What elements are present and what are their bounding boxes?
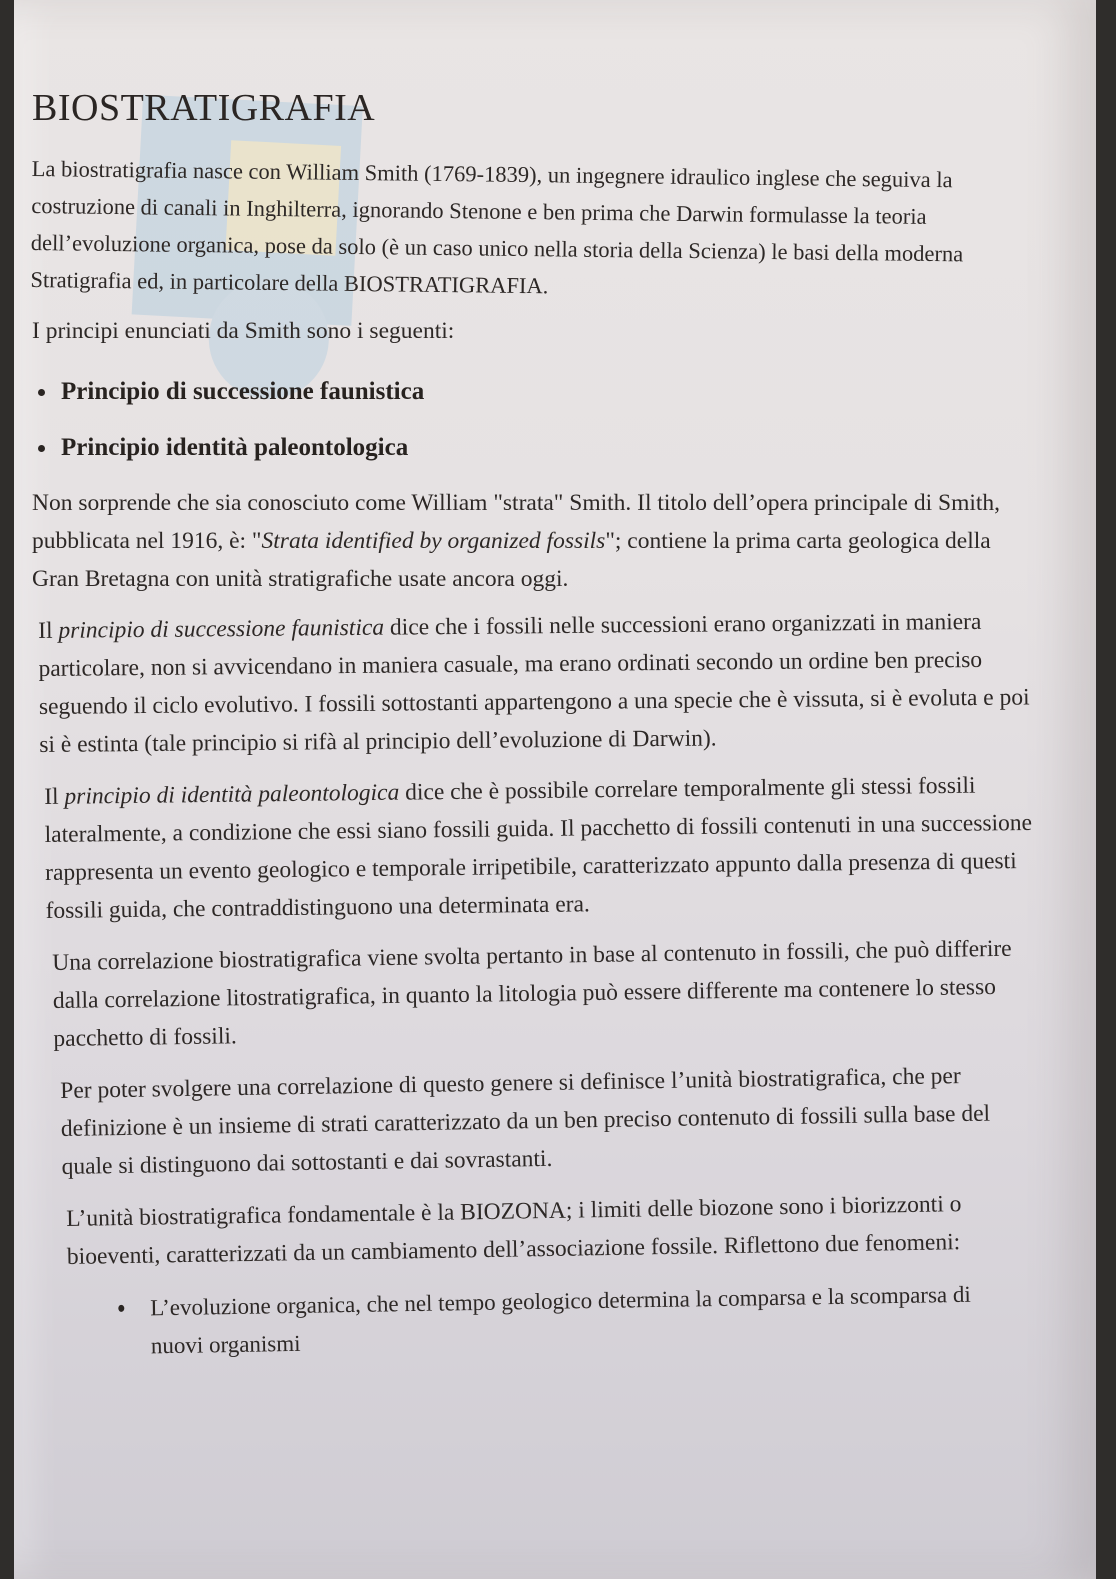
principles-lead: I principi enunciati da Smith sono i seguenti:: [32, 318, 455, 344]
bullet-icon: [118, 1305, 124, 1312]
list-item: [32, 420, 1042, 476]
smith-text-after: "; contiene la prima carta geologica della Gran Bretagna con unità stratigrafiche usate ancora oggi.: [32, 528, 991, 592]
intro-paragraph: La biostratigrafia nasce con William Smith (1769-1839), un ingegnere idraulico inglese che seguiva la costruzione di canali in Inghilterra, ignorando Stenone e ben prima che Darwin formulasse la teoria dell’evoluzione organica, pose da solo (è un caso unico nella storia della Scienza) le basi della moderna Stratigrafia ed, in particolare della BIOSTRATIGRAFIA.: [30, 155, 964, 299]
phenomenon-text: L’evoluzione organica, che nel tempo geologico determina la comparsa e la scomparsa di nuovi organismi: [149, 1281, 971, 1359]
correlation-paragraph: Una correlazione biostratigrafica viene svolta pertanto in base al contenuto in fossili, che può differire dalla correlazione litostratigrafica, in quanto la litologia può essere differente ma contenere lo stesso pacchetto di fossili.: [52, 935, 1012, 1052]
principle-label: Principio identità paleontologica: [61, 434, 409, 461]
phenomena-list: [112, 1275, 1043, 1366]
identity-text: dice che è possibile correlare temporalmente gli stessi fossili lateralmente, a condizione che essi siano fossili guida. Il pacchetto di fossili contenuti in una successione rappresenta un evento geologico e temporale irripetibile, caratterizzato appunto dalla presenza di questi fossili guida, che contraddistinguono una determinata era.: [44, 772, 1033, 924]
identity-term: principio di identità paleontologica: [64, 779, 400, 810]
smith-work-title: Strata identified by organized fossils: [261, 528, 606, 554]
succession-text: dice che i fossili nelle successioni erano organizzati in maniera particolare, non si avvicendano in maniera casuale, ma erano ordinati secondo un ordine ben preciso seguendo il ciclo evolutivo. I fossili sottostanti appartengono a una specie che è vissuta, si è evoluta e poi si è estinta (tale principio si rifà al principio dell’evoluzione di Darwin).: [38, 608, 1030, 758]
bullet-icon: [38, 389, 45, 396]
page-title: BIOSTRATIGRAFIA: [32, 87, 376, 129]
unit-paragraph: Per poter svolgere una correlazione di questo genere si definisce l’unità biostratigrafica, che per definizione è un insieme di strati caratterizzato da un ben preciso contenuto di fossili sulla base del quale si distinguono dai sottostanti e dai sovrastanti.: [60, 1063, 991, 1180]
succession-prefix: Il: [38, 617, 59, 644]
bullet-icon: [38, 445, 45, 452]
identity-prefix: Il: [44, 783, 65, 810]
document-page: [14, 0, 1096, 1579]
list-item: [32, 364, 1042, 420]
principles-list: [32, 364, 1042, 476]
principle-label: Principio di successione faunistica: [61, 378, 425, 405]
document-body: [32, 86, 1042, 1366]
list-item: [112, 1276, 973, 1366]
succession-paragraph: [38, 602, 1043, 764]
identity-paragraph: [44, 766, 1044, 930]
succession-term: principio di successione faunistica: [58, 614, 385, 644]
biozone-paragraph: L’unità biostratigrafica fondamentale è la BIOZONA; i limiti delle biozone sono i biorizzonti o bioeventi, caratterizzati da un cambiamento dell’associazione fossile. Riflettono due fenomeni:: [66, 1191, 962, 1270]
smith-paragraph: [32, 484, 1042, 598]
smith-text-before: Non sorprende che sia conosciuto come William "strata" Smith. Il titolo dell’opera principale di Smith, pubblicata nel 1916, è: ": [32, 490, 1001, 554]
